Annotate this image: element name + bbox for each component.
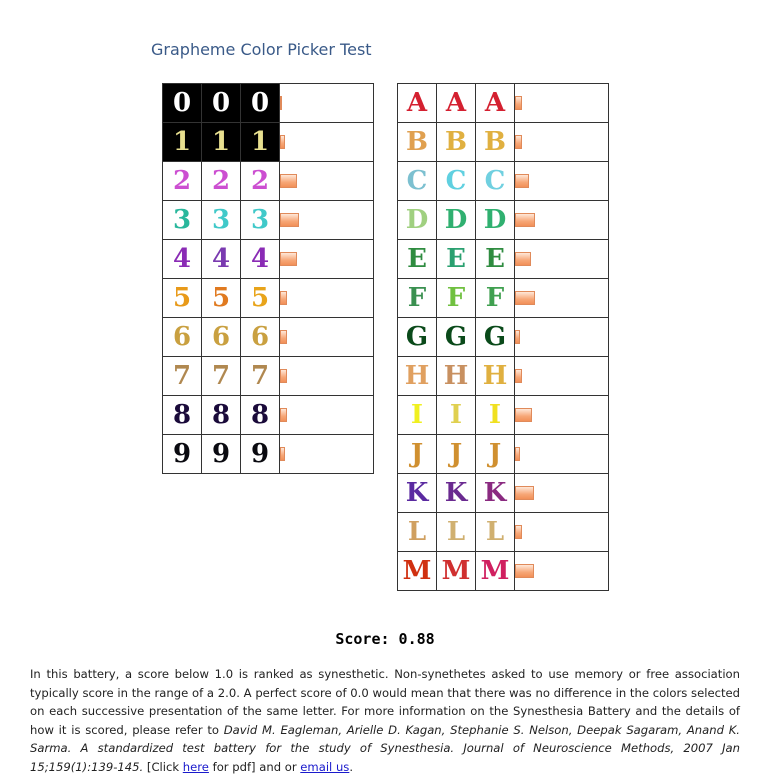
letters-grid [397, 83, 609, 591]
letters-consistency-bar-cell [515, 513, 609, 552]
description-text-2: [Click [143, 759, 183, 774]
pdf-link[interactable]: here [182, 759, 209, 774]
numbers-consistency-bar-cell [280, 123, 374, 162]
letters-glyph-cell[interactable]: F [476, 279, 515, 318]
letters-row [398, 513, 609, 552]
numbers-glyph-cell[interactable]: 9 [163, 435, 202, 474]
consistency-bar [280, 447, 285, 461]
numbers-row [163, 279, 374, 318]
letters-glyph-cell[interactable]: L [398, 513, 437, 552]
letters-consistency-bar-cell [515, 474, 609, 513]
consistency-bar [515, 447, 520, 461]
numbers-glyph-cell[interactable]: 6 [241, 318, 280, 357]
letters-consistency-bar-cell [515, 552, 609, 591]
letters-glyph-cell[interactable]: G [437, 318, 476, 357]
letters-row [398, 279, 609, 318]
numbers-glyph-cell[interactable]: 2 [241, 162, 280, 201]
numbers-row [163, 162, 374, 201]
numbers-glyph-cell[interactable]: 1 [241, 123, 280, 162]
numbers-row [163, 396, 374, 435]
letters-row [398, 84, 609, 123]
numbers-glyph-cell[interactable]: 4 [202, 240, 241, 279]
letters-glyph-cell[interactable]: K [437, 474, 476, 513]
letters-glyph-cell[interactable]: H [398, 357, 437, 396]
numbers-glyph-cell[interactable]: 2 [163, 162, 202, 201]
letters-row [398, 240, 609, 279]
letters-glyph-cell[interactable]: I [398, 396, 437, 435]
letters-row [398, 435, 609, 474]
numbers-glyph-cell[interactable]: 3 [202, 201, 241, 240]
letters-consistency-bar-cell [515, 357, 609, 396]
letters-row [398, 201, 609, 240]
letters-row [398, 123, 609, 162]
letters-glyph-cell[interactable]: C [437, 162, 476, 201]
numbers-glyph-cell[interactable]: 6 [202, 318, 241, 357]
letters-glyph-cell[interactable]: M [476, 552, 515, 591]
letters-consistency-bar-cell [515, 435, 609, 474]
numbers-glyph-cell[interactable]: 5 [163, 279, 202, 318]
numbers-consistency-bar-cell [280, 240, 374, 279]
letters-glyph-cell[interactable]: D [476, 201, 515, 240]
consistency-bar [515, 174, 529, 188]
letters-glyph-cell[interactable]: B [476, 123, 515, 162]
numbers-glyph-cell[interactable]: 5 [241, 279, 280, 318]
description-text: In this battery, a score below 1.0 is ranked as synesthetic. Non-synethetes asked to use memory or free association typically score in the range of a 2.0. A perfect score of 0.0 would mean that there was no difference in the colors selected on each successive presentation of the same letter. For more information on the Synesthesia Battery and the details of how it is scored, please refer to [30, 667, 740, 737]
consistency-bar [515, 213, 535, 227]
numbers-row [163, 435, 374, 474]
numbers-consistency-bar-cell [280, 162, 374, 201]
letters-glyph-cell[interactable]: E [437, 240, 476, 279]
consistency-bar [280, 213, 299, 227]
letters-glyph-cell[interactable]: M [398, 552, 437, 591]
numbers-consistency-bar-cell [280, 201, 374, 240]
letters-row [398, 162, 609, 201]
letters-glyph-cell[interactable]: B [437, 123, 476, 162]
numbers-consistency-bar-cell [280, 435, 374, 474]
letters-glyph-cell[interactable]: I [437, 396, 476, 435]
letters-glyph-cell[interactable]: H [476, 357, 515, 396]
consistency-bar [515, 135, 522, 149]
letters-glyph-cell[interactable]: G [398, 318, 437, 357]
consistency-bar [280, 174, 297, 188]
numbers-glyph-cell[interactable]: 0 [163, 84, 202, 123]
consistency-bar [515, 369, 522, 383]
letters-glyph-cell[interactable]: F [398, 279, 437, 318]
letters-glyph-cell[interactable]: D [437, 201, 476, 240]
numbers-glyph-cell[interactable]: 3 [163, 201, 202, 240]
letters-consistency-bar-cell [515, 240, 609, 279]
numbers-glyph-cell[interactable]: 4 [241, 240, 280, 279]
numbers-row [163, 357, 374, 396]
letters-glyph-cell[interactable]: L [437, 513, 476, 552]
description-text-4: . [349, 759, 354, 774]
letters-glyph-cell[interactable]: J [437, 435, 476, 474]
consistency-bar [515, 408, 532, 422]
letters-consistency-bar-cell [515, 318, 609, 357]
consistency-bar [515, 564, 534, 578]
letters-glyph-cell[interactable]: A [398, 84, 437, 123]
numbers-consistency-bar-cell [280, 318, 374, 357]
numbers-glyph-cell[interactable]: 8 [163, 396, 202, 435]
citation: David M. Eagleman, Arielle D. Kagan, Stephanie S. Nelson, Deepak Sagaram, Anand K. Sarma. A standardized test battery for the study of Synesthesia. Journal of Neuroscience Methods, 2007 Jan 15;159(1):139-145. [30, 722, 740, 774]
consistency-bar [280, 96, 282, 110]
letters-glyph-cell[interactable]: E [476, 240, 515, 279]
numbers-consistency-bar-cell [280, 279, 374, 318]
letters-glyph-cell[interactable]: A [476, 84, 515, 123]
numbers-glyph-cell[interactable]: 8 [241, 396, 280, 435]
numbers-glyph-cell[interactable]: 9 [202, 435, 241, 474]
letters-glyph-cell[interactable]: C [398, 162, 437, 201]
letters-consistency-bar-cell [515, 279, 609, 318]
consistency-bar [280, 408, 287, 422]
letters-consistency-bar-cell [515, 84, 609, 123]
page-title: Grapheme Color Picker Test [151, 40, 372, 59]
letters-glyph-cell[interactable]: C [476, 162, 515, 201]
letters-glyph-cell[interactable]: J [476, 435, 515, 474]
numbers-glyph-cell[interactable]: 7 [163, 357, 202, 396]
letters-glyph-cell[interactable]: L [476, 513, 515, 552]
numbers-grid [162, 83, 374, 474]
letters-consistency-bar-cell [515, 396, 609, 435]
letters-consistency-bar-cell [515, 201, 609, 240]
letters-glyph-cell[interactable]: K [398, 474, 437, 513]
numbers-glyph-cell[interactable]: 3 [241, 201, 280, 240]
consistency-bar [515, 525, 522, 539]
numbers-row [163, 84, 374, 123]
numbers-glyph-cell[interactable]: 8 [202, 396, 241, 435]
score-text: Score: 0.88 [335, 630, 435, 648]
numbers-glyph-cell[interactable]: 7 [241, 357, 280, 396]
letters-glyph-cell[interactable]: D [398, 201, 437, 240]
letters-glyph-cell[interactable]: J [398, 435, 437, 474]
numbers-glyph-cell[interactable]: 0 [202, 84, 241, 123]
letters-row [398, 396, 609, 435]
consistency-bar [280, 291, 287, 305]
numbers-glyph-cell[interactable]: 1 [163, 123, 202, 162]
numbers-glyph-cell[interactable]: 6 [163, 318, 202, 357]
consistency-bar [515, 486, 534, 500]
letters-glyph-cell[interactable]: B [398, 123, 437, 162]
letters-glyph-cell[interactable]: M [437, 552, 476, 591]
consistency-bar [280, 135, 285, 149]
numbers-glyph-cell[interactable]: 1 [202, 123, 241, 162]
numbers-row [163, 240, 374, 279]
letters-glyph-cell[interactable]: G [476, 318, 515, 357]
letters-row [398, 552, 609, 591]
numbers-row [163, 123, 374, 162]
numbers-consistency-bar-cell [280, 84, 374, 123]
letters-glyph-cell[interactable]: A [437, 84, 476, 123]
consistency-bar [515, 252, 531, 266]
numbers-glyph-cell[interactable]: 5 [202, 279, 241, 318]
letters-glyph-cell[interactable]: F [437, 279, 476, 318]
letters-row [398, 318, 609, 357]
numbers-consistency-bar-cell [280, 357, 374, 396]
consistency-bar [280, 330, 287, 344]
description [30, 665, 740, 777]
consistency-bar [515, 330, 520, 344]
numbers-glyph-cell[interactable]: 2 [202, 162, 241, 201]
consistency-bar [515, 291, 535, 305]
letters-glyph-cell[interactable]: K [476, 474, 515, 513]
letters-glyph-cell[interactable]: I [476, 396, 515, 435]
numbers-glyph-cell[interactable]: 7 [202, 357, 241, 396]
numbers-row [163, 201, 374, 240]
letters-row [398, 357, 609, 396]
consistency-bar [280, 252, 297, 266]
letters-row [398, 474, 609, 513]
numbers-consistency-bar-cell [280, 396, 374, 435]
letters-consistency-bar-cell [515, 123, 609, 162]
letters-consistency-bar-cell [515, 162, 609, 201]
letters-glyph-cell[interactable]: E [398, 240, 437, 279]
consistency-bar [280, 369, 287, 383]
letters-glyph-cell[interactable]: H [437, 357, 476, 396]
description-text-3: for pdf] and or [208, 759, 301, 774]
numbers-glyph-cell[interactable]: 4 [163, 240, 202, 279]
consistency-bar [515, 96, 522, 110]
numbers-row [163, 318, 374, 357]
email-link[interactable]: email us [300, 759, 350, 774]
numbers-glyph-cell[interactable]: 0 [241, 84, 280, 123]
numbers-glyph-cell[interactable]: 9 [241, 435, 280, 474]
